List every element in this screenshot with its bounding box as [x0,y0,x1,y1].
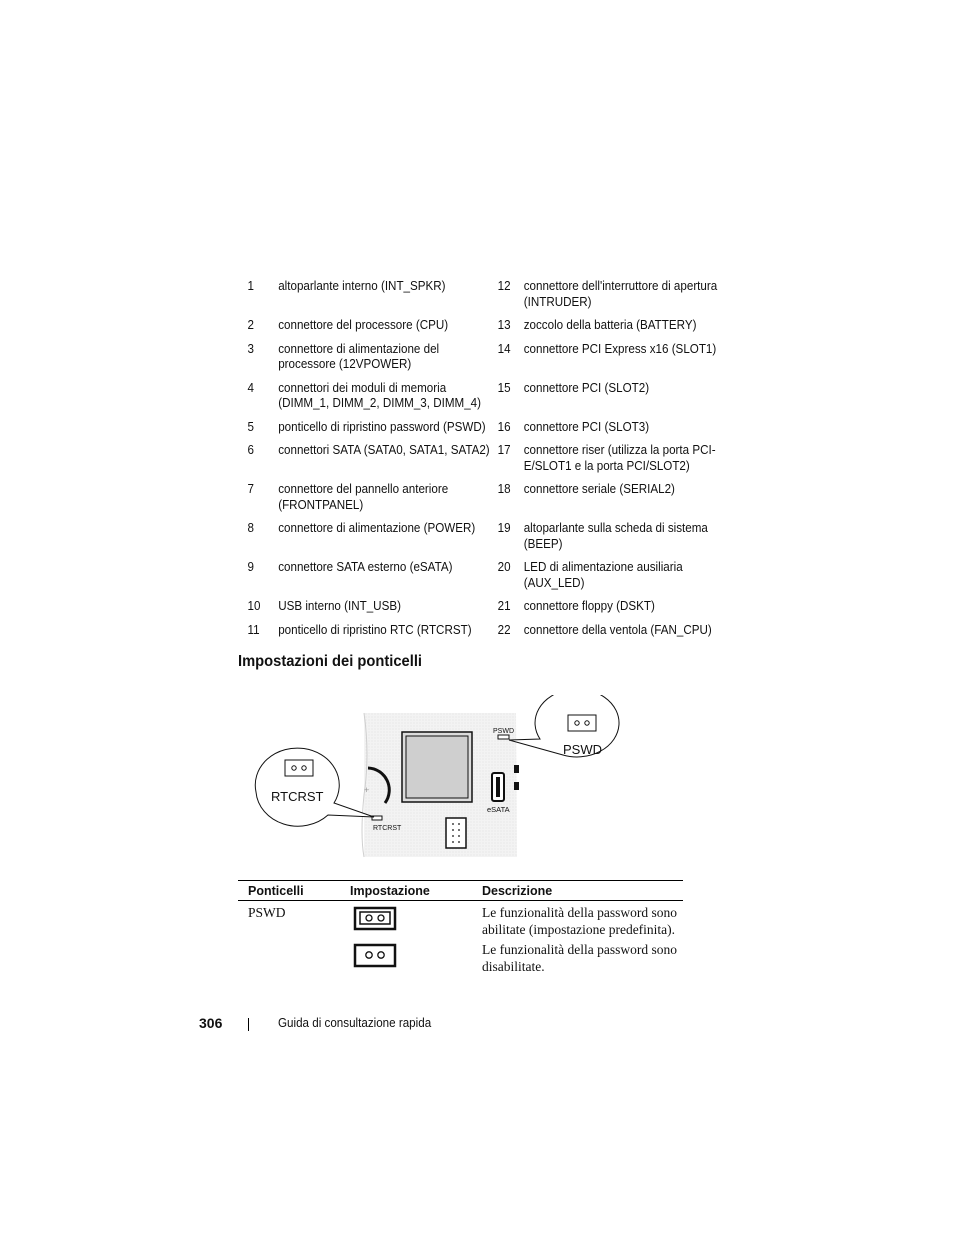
component-number: 22 [497,622,511,637]
component-description: connettore di alimentazione (POWER) [278,521,476,535]
edge-connector-2 [514,782,519,790]
jumper-name-cell [238,938,340,975]
component-description: connettore seriale (SERIAL2) [523,482,675,496]
jumper-name-cell: PSWD [248,905,286,920]
component-number: 18 [497,482,511,496]
component-description: connettore PCI (SLOT2) [523,380,650,395]
jumper-description-cell: Le funzionalità della password sono abilitate (impostazione predefinita). [482,905,677,937]
component-description: connettore di alimentazione del processore (12VPOWER) [278,341,440,371]
esata-board-label: eSATA [487,805,510,814]
component-description: ponticello di ripristino password (PSWD) [278,419,486,434]
component-number: 20 [497,560,511,574]
component-legend-table [241,276,728,643]
rtcrst-callout [255,748,374,826]
component-row [241,315,728,339]
open-jumper-icon [350,941,398,969]
component-number: 1 [247,279,254,293]
component-description: ponticello di ripristino RTC (RTCRST) [278,622,472,637]
component-number: 10 [247,599,261,613]
component-row [241,518,728,557]
component-number: 21 [497,599,511,613]
pswd-jumper [498,735,509,739]
component-description: connettori SATA (SATA0, SATA1, SATA2) [278,443,490,457]
component-description: altoparlante interno (INT_SPKR) [278,279,446,293]
section-heading: Impostazioni dei ponticelli [238,653,423,670]
component-row [241,339,728,378]
component-description: LED di alimentazione ausiliaria (AUX_LED) [523,560,683,590]
jumper-table-header-row [238,881,683,901]
jumper-setting-cell [340,901,472,939]
jumper-row-open [238,938,683,975]
header-jumper: Ponticelli [238,881,340,901]
component-number: 14 [497,341,511,356]
component-description: connettore del processore (CPU) [278,318,449,332]
component-number: 3 [247,341,254,356]
component-row [241,276,728,315]
component-description: connettore dell'interruttore di apertura (INTRUDER) [523,279,718,309]
component-description: altoparlante sulla scheda di sistema (BEEP) [523,521,708,551]
rtcrst-board-label: RTCRST [373,825,402,832]
jumper-row-jumpered [238,901,683,939]
pswd-callout [509,695,619,757]
component-row [241,620,728,644]
component-number: 13 [497,318,511,332]
component-number: 8 [247,521,254,535]
edge-connector-1 [514,765,519,773]
pswd-callout-label: PSWD [563,742,602,757]
component-number: 11 [247,622,260,637]
component-number: 5 [247,419,254,434]
component-description: connettore del pannello anteriore (FRONTPANEL) [278,482,449,512]
component-number: 16 [497,419,511,434]
component-description: connettore PCI Express x16 (SLOT1) [523,341,717,356]
jumper-description-cell: Le funzionalità della password sono disabilitate. [482,942,677,974]
page-number: 306 [199,1015,223,1031]
component-description: connettore riser (utilizza la porta PCI-E/SLOT1 e la porta PCI/SLOT2) [523,443,716,473]
component-description: zoccolo della batteria (BATTERY) [523,318,697,332]
component-description: connettore della ventola (FAN_CPU) [523,622,712,637]
header-setting: Impostazione [340,881,472,901]
footer-separator [248,1018,249,1031]
component-number: 4 [247,380,254,395]
footer-title: Guida di consultazione rapida [278,1016,432,1030]
component-description: connettore PCI (SLOT3) [523,419,650,434]
component-number: 6 [247,443,254,457]
component-row [241,378,728,417]
usb-header [446,818,466,848]
component-number: 7 [247,482,254,496]
jumper-settings-table [238,880,683,975]
component-legend-body [241,276,728,643]
component-number: 9 [247,560,254,574]
jumper-location-diagram [230,695,650,865]
component-number: 2 [247,318,254,332]
jumper-setting-cell [340,938,472,975]
pswd-board-label: PSWD [493,728,514,735]
component-row [241,417,728,441]
svg-text:+: + [364,785,370,795]
component-row [241,440,728,479]
rtcrst-callout-label: RTCRST [271,789,324,804]
component-number: 15 [497,380,511,395]
component-row [241,596,728,620]
component-description: connettori dei moduli di memoria (DIMM_1, DIMM_2, DIMM_3, DIMM_4) [278,380,482,410]
component-number: 17 [497,443,511,457]
component-description: connettore floppy (DSKT) [523,599,655,613]
component-number: 12 [497,279,511,293]
component-description: USB interno (INT_USB) [278,599,401,613]
header-description: Descrizione [472,881,683,901]
component-row [241,479,728,518]
jumpered-jumper-icon [350,904,398,932]
component-description: connettore SATA esterno (eSATA) [278,560,453,574]
component-row [241,557,728,596]
component-number: 19 [497,521,511,535]
